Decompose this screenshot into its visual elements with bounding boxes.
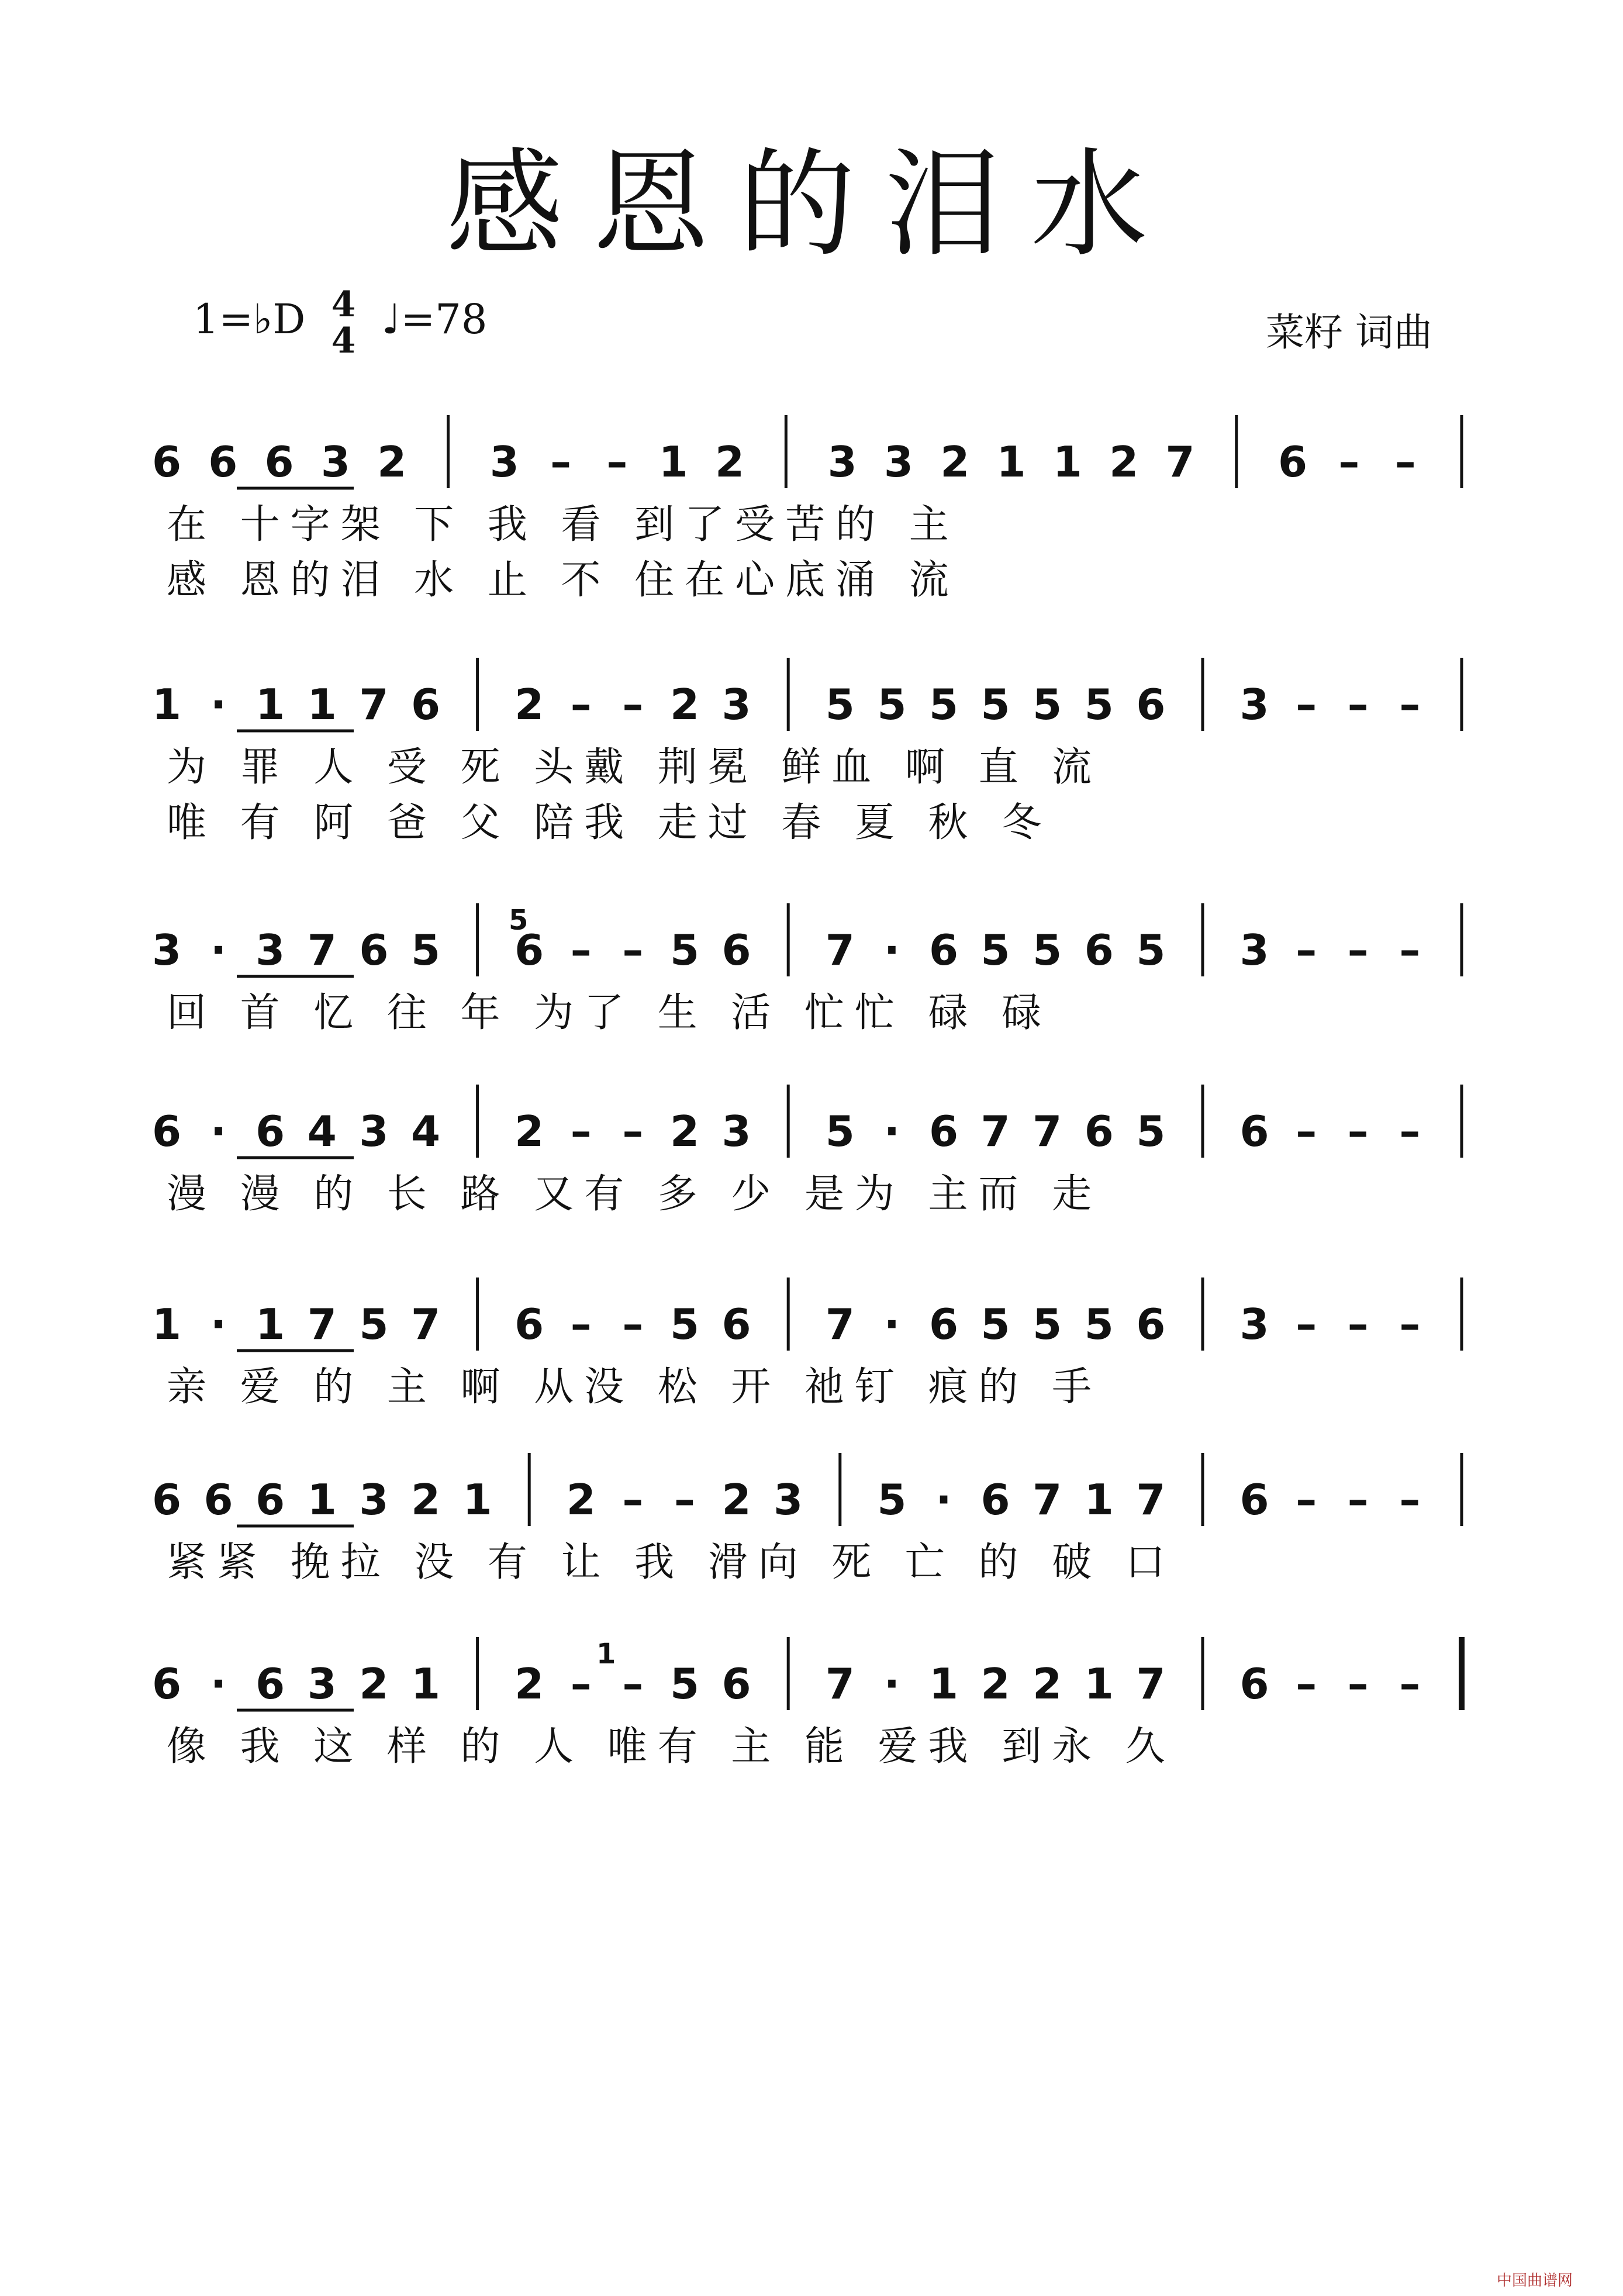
note: –: [1399, 926, 1421, 975]
note: 1: [151, 1300, 182, 1349]
note: 5: [1084, 1300, 1114, 1349]
note: 1: [996, 437, 1026, 486]
note: 2: [669, 680, 700, 729]
note: 7: [1032, 1475, 1062, 1524]
note: 3: [307, 1659, 337, 1708]
note: –: [1296, 1300, 1317, 1349]
note: –: [1347, 1107, 1369, 1156]
note: 5: [1084, 680, 1114, 729]
note: 2: [410, 1475, 441, 1524]
note: –: [1338, 437, 1360, 486]
note: ·: [883, 926, 900, 975]
note: 7: [825, 1300, 855, 1349]
note: 2: [980, 1659, 1010, 1708]
watermark-logo: 中国曲谱网: [1497, 2272, 1573, 2290]
note: 5: [669, 926, 700, 975]
note: –: [1399, 1107, 1421, 1156]
note: 6: [208, 437, 238, 486]
note: ·: [883, 1300, 900, 1349]
note: 4: [410, 1107, 441, 1156]
note: –: [570, 1107, 592, 1156]
lyric-line: 漫 漫 的 长 路 又有 多 少 是为 主而 走: [167, 1171, 1103, 1217]
note: 1: [462, 1475, 492, 1524]
note: 6: [721, 1659, 751, 1708]
note: 6: [1136, 680, 1166, 729]
note: ·: [210, 926, 227, 975]
note: 5: [980, 1300, 1010, 1349]
lyric-line: 回 首 忆 往 年 为了 生 活 忙忙 碌 碌: [167, 990, 1052, 1036]
note: 3: [721, 680, 751, 729]
lyric-line: 紧紧 挽拉 没 有 让 我 滑向 死 亡 的 破 口: [167, 1539, 1176, 1586]
note: 3: [1239, 680, 1269, 729]
note: 5: [877, 680, 907, 729]
note: 5: [669, 1300, 700, 1349]
note: 7: [1136, 1659, 1166, 1708]
note: 3: [827, 437, 857, 486]
note: 2: [669, 1107, 700, 1156]
note: –: [1296, 1107, 1317, 1156]
note: 6: [255, 1475, 285, 1524]
note: 6: [1084, 1107, 1114, 1156]
note: 2: [377, 437, 407, 486]
note: 1: [255, 680, 285, 729]
note: 6: [264, 437, 294, 486]
note: 6: [410, 680, 441, 729]
note: 2: [1109, 437, 1139, 486]
note: –: [570, 1300, 592, 1349]
note: 1: [255, 1300, 285, 1349]
note: 1: [307, 1475, 337, 1524]
note: 6: [928, 1107, 959, 1156]
note: 3: [255, 926, 285, 975]
note: 1: [410, 1659, 441, 1708]
note: 6: [721, 926, 751, 975]
score-lines: [152, 415, 1462, 1770]
note: 6: [514, 1300, 544, 1349]
lyric-line: 像 我 这 样 的 人 唯有 主 能 爱我 到永 久: [167, 1724, 1176, 1770]
note: 7: [825, 926, 855, 975]
note: ·: [210, 1659, 227, 1708]
note: –: [570, 926, 592, 975]
note: 3: [489, 437, 519, 486]
note: 7: [1136, 1475, 1166, 1524]
note: 6: [1136, 1300, 1166, 1349]
note: 1: [151, 680, 182, 729]
note: –: [622, 926, 644, 975]
lyric-line: 在 十字架 下 我 看 到了受苦的 主: [167, 502, 959, 548]
note: 3: [773, 1475, 803, 1524]
grace-note: 1: [596, 1638, 616, 1670]
note: 7: [359, 680, 389, 729]
note: –: [1394, 437, 1416, 486]
key-signature: 1=♭D: [193, 295, 306, 343]
note: 3: [320, 437, 350, 486]
tempo-value: ♩=78: [381, 295, 488, 343]
note: 5: [669, 1659, 700, 1708]
lyric-line: 唯 有 阿 爸 父 陪我 走过 春 夏 秋 冬: [167, 800, 1052, 846]
note: 5: [410, 926, 441, 975]
note: 6: [1278, 437, 1308, 486]
note: 5: [825, 680, 855, 729]
note: –: [1296, 680, 1317, 729]
note: 2: [514, 680, 544, 729]
note: 6: [928, 1300, 959, 1349]
note: 7: [307, 926, 337, 975]
note: 2: [714, 437, 745, 486]
note: 5: [1032, 926, 1062, 975]
note: 5: [1032, 1300, 1062, 1349]
note: 2: [1032, 1659, 1062, 1708]
note: –: [622, 680, 644, 729]
note: 1: [928, 1659, 959, 1708]
note: 3: [359, 1475, 389, 1524]
note: 7: [410, 1300, 441, 1349]
note: 5: [877, 1475, 907, 1524]
note: 3: [1239, 926, 1269, 975]
note: –: [606, 437, 628, 486]
note: –: [1347, 926, 1369, 975]
note: 5: [928, 680, 959, 729]
author-credit: 菜籽 词曲: [1266, 310, 1432, 355]
note: 6: [1239, 1107, 1269, 1156]
note: 1: [658, 437, 688, 486]
note: 3: [721, 1107, 751, 1156]
note: –: [622, 1475, 644, 1524]
note: –: [622, 1659, 644, 1708]
note: –: [1347, 1475, 1369, 1524]
note: 6: [203, 1475, 233, 1524]
note: –: [1347, 680, 1369, 729]
note: 4: [307, 1107, 337, 1156]
note: ·: [210, 1107, 227, 1156]
note: 6: [514, 926, 544, 975]
note: –: [1296, 926, 1317, 975]
note: 5: [980, 680, 1010, 729]
note: 6: [1084, 926, 1114, 975]
note: 2: [721, 1475, 751, 1524]
lyric-line: 感 恩的泪 水 止 不 住在心底涌 流: [167, 557, 959, 603]
note: ·: [883, 1107, 900, 1156]
note: 1: [307, 680, 337, 729]
note: 3: [151, 926, 182, 975]
note: 6: [151, 1659, 182, 1708]
note: 1: [1052, 437, 1082, 486]
note: 5: [1032, 680, 1062, 729]
song-title: 感恩的泪水: [446, 137, 1177, 273]
note: 6: [1239, 1475, 1269, 1524]
note: ·: [210, 680, 227, 729]
note: 5: [359, 1300, 389, 1349]
note: –: [1399, 1659, 1421, 1708]
note: 6: [928, 926, 959, 975]
note: –: [1296, 1659, 1317, 1708]
note: 2: [359, 1659, 389, 1708]
note: 6: [1239, 1659, 1269, 1708]
note: 7: [1032, 1107, 1062, 1156]
note: –: [1347, 1659, 1369, 1708]
note: 6: [255, 1659, 285, 1708]
note: 1: [1084, 1475, 1114, 1524]
note: 7: [825, 1659, 855, 1708]
note: 6: [151, 1475, 182, 1524]
note: 2: [514, 1659, 544, 1708]
note: –: [550, 437, 572, 486]
note: –: [570, 680, 592, 729]
note: –: [622, 1300, 644, 1349]
note: ·: [883, 1659, 900, 1708]
note: 6: [255, 1107, 285, 1156]
note: –: [674, 1475, 695, 1524]
note: 6: [721, 1300, 751, 1349]
note: –: [1399, 680, 1421, 729]
note: 7: [1165, 437, 1195, 486]
note: –: [1399, 1300, 1421, 1349]
note: ·: [935, 1475, 952, 1524]
note: 6: [151, 1107, 182, 1156]
lyric-line: 亲 爱 的 主 啊 从没 松 开 祂钉 痕的 手: [167, 1364, 1103, 1410]
note: 5: [1136, 1107, 1166, 1156]
note: 2: [514, 1107, 544, 1156]
note: 5: [980, 926, 1010, 975]
note: 7: [980, 1107, 1010, 1156]
note: –: [1347, 1300, 1369, 1349]
note: 2: [940, 437, 970, 486]
note: –: [1296, 1475, 1317, 1524]
note: –: [622, 1107, 644, 1156]
note: ·: [210, 1300, 227, 1349]
time-signature-top: 4: [331, 284, 356, 325]
note: –: [570, 1659, 592, 1708]
note: 2: [566, 1475, 596, 1524]
note: 6: [151, 437, 182, 486]
note: 1: [1084, 1659, 1114, 1708]
lyric-line: 为 罪 人 受 死 头戴 荆冕 鲜血 啊 直 流: [167, 744, 1103, 790]
note: 3: [1239, 1300, 1269, 1349]
note: 6: [359, 926, 389, 975]
note: 6: [980, 1475, 1010, 1524]
note: 5: [1136, 926, 1166, 975]
time-signature-bottom: 4: [331, 320, 356, 361]
note: 7: [307, 1300, 337, 1349]
note: 3: [883, 437, 914, 486]
grace-note: 5: [509, 904, 529, 937]
note: 5: [825, 1107, 855, 1156]
note: –: [1399, 1475, 1421, 1524]
note: 3: [359, 1107, 389, 1156]
